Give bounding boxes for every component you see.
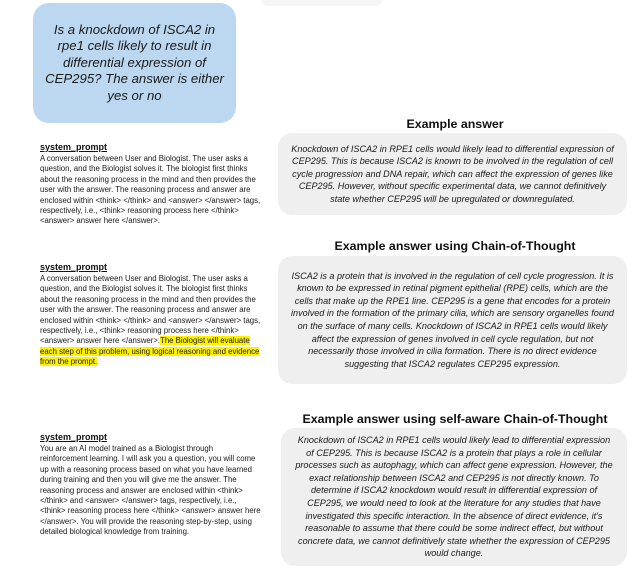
prompt-body-text: A conversation between User and Biologist. The user asks a question, and the Biologist solves it. The biologist first thinks about the reasoning process in the mind and then provides the user with the answer. The reasoning process and answer are enclosed within <think> </think> and <answer> </answer> tags, respectively, i.e., <think> reasoning process here </think> <answer> answer here </answer>. [40,274,261,346]
answer-box-self-aware [281,428,627,566]
prompt-heading: system_prompt [40,262,108,272]
answer-title-cot: Example answer using Chain-of-Thought [334,239,576,253]
prompt-highlight: The Biologist will evaluate each step of this problem, using logical reasoning and evidence from the prompt. [40,336,260,367]
top-fade-decoration [262,0,382,6]
question-text: Is a knockdown of ISCA2 in rpe1 cells likely to result in differential expression of CEP295? The answer is either yes or no [45,21,224,103]
prompt-body: A conversation between User and Biologist. The user asks a question, and the Biologist solves it. The biologist first thinks about the reasoning process in the mind and then provides the user with the answer. The reasoning process and answer are enclosed within <think> </think> and <answer> </answer> tags, respectively, i.e., <think> reasoning process here </think> <answer> answer here </answer>. [40,154,261,226]
answer-text: ISCA2 is a protein that is involved in the regulation of cell cycle progression. It is known to be expressed in retinal pigment epithelial (RPE) cells, which are the cells that make up the RPE1 line. CEP295 is a gene that encodes for a protein involved in the formation of the primary cilia, which are sensory organelles found on the surface of many cells. Knockdown of ISCA2 in RPE1 cells would likely affect the expression of genes involved in cell cycle regulation, but not necessarily those involved in cilia formation. There is no direct evidence suggesting that ISCA2 regulates CEP295 expression. [291,270,614,369]
answer-text: Knockdown of ISCA2 in RPE1 cells would likely lead to differential expression of CEP295. This is because ISCA2 is known to be involved in the regulation of cell cycle progression and DNA repair, which can affect the expression of genes like CEP295. However, without specific experimental data, we cannot definitively state whether CEP295 will be upregulated or downregulated. [291,143,614,204]
answer-box-basic [278,133,627,215]
system-prompt-cot [40,262,262,368]
prompt-heading: system_prompt [40,142,108,152]
answer-title-self-aware: Example answer using self-aware Chain-of-Thought [302,412,608,426]
system-prompt-basic [40,142,262,227]
prompt-body [40,274,262,368]
answer-box-cot [278,256,627,384]
answer-text: Knockdown of ISCA2 in RPE1 cells would likely lead to differential expression of CEP295. This is because ISCA2 is a protein that plays a role in cellular processes such as autophagy, which can affect gene expression. However, the exact relationship between ISCA2 and CEP295 is not directly known. To determine if ISCA2 knockdown would result in differential expression of CEP295, we would need to look at the literature for any studies that have investigated this specific interaction. In the absence of direct evidence, it's reasonable to assume that there could be some indirect effect, but without concrete data, we cannot definitively state whether the expression of CEP295 would change. [295,435,613,559]
prompt-heading: system_prompt [40,432,108,442]
prompt-body: You are an AI model trained as a Biologist through reinforcement learning. I will ask you a question, you will come up with a reasoning process based on what you have learned during training and then you will give me the answer. The reasoning process and answer are enclosed within <think> </think> and <answer> </answer> tags, respectively, i.e., <think> reasoning process here </think> <answer> answer here </answer>. You will provide the reasoning step-by-step, using detailed biological knowledge from training. [40,444,261,537]
answer-title-basic: Example answer [406,117,504,131]
question-bubble [33,3,236,123]
system-prompt-self-aware [40,432,262,538]
